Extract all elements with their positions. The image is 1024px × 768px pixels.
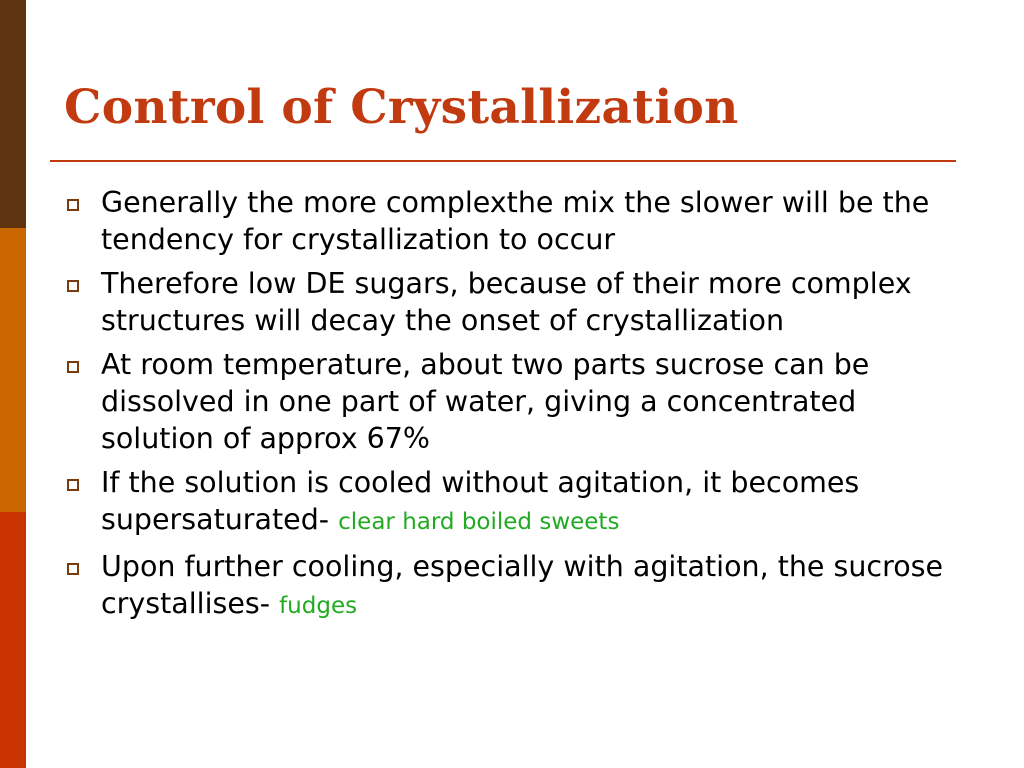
square-bullet-icon: [67, 199, 79, 211]
square-bullet-icon: [67, 361, 79, 373]
bullet-text: Generally the more complexthe mix the slower will be the tendency for crystallization to occur: [101, 186, 930, 256]
bullet-item: [62, 464, 952, 541]
side-bar-segment-top: [0, 0, 26, 228]
side-bar-segment-bottom: [0, 512, 26, 768]
bullet-text: Upon further cooling, especially with agitation, the sucrose crystallises-: [101, 550, 944, 620]
square-bullet-icon: [67, 479, 79, 491]
bullet-highlight: fudges: [279, 593, 358, 619]
square-bullet-icon: [67, 563, 79, 575]
bullet-list: [62, 184, 952, 632]
slide-title: Control of Crystallization: [64, 80, 739, 135]
square-bullet-icon: [67, 280, 79, 292]
title-underline: [50, 160, 956, 162]
bullet-text: At room temperature, about two parts sucrose can be dissolved in one part of water, giving a concentrated solution of approx 67%: [101, 348, 870, 455]
bullet-item: [62, 548, 952, 625]
bullet-item: [62, 346, 952, 457]
bullet-item: [62, 265, 952, 339]
bullet-highlight: clear hard boiled sweets: [338, 509, 620, 535]
side-color-bar: [0, 0, 26, 768]
bullet-text: Therefore low DE sugars, because of their more complex structures will decay the onset of crystallization: [101, 267, 912, 337]
side-bar-segment-middle: [0, 228, 26, 512]
bullet-item: [62, 184, 952, 258]
bullet-text: If the solution is cooled without agitation, it becomes supersaturated-: [101, 466, 860, 536]
